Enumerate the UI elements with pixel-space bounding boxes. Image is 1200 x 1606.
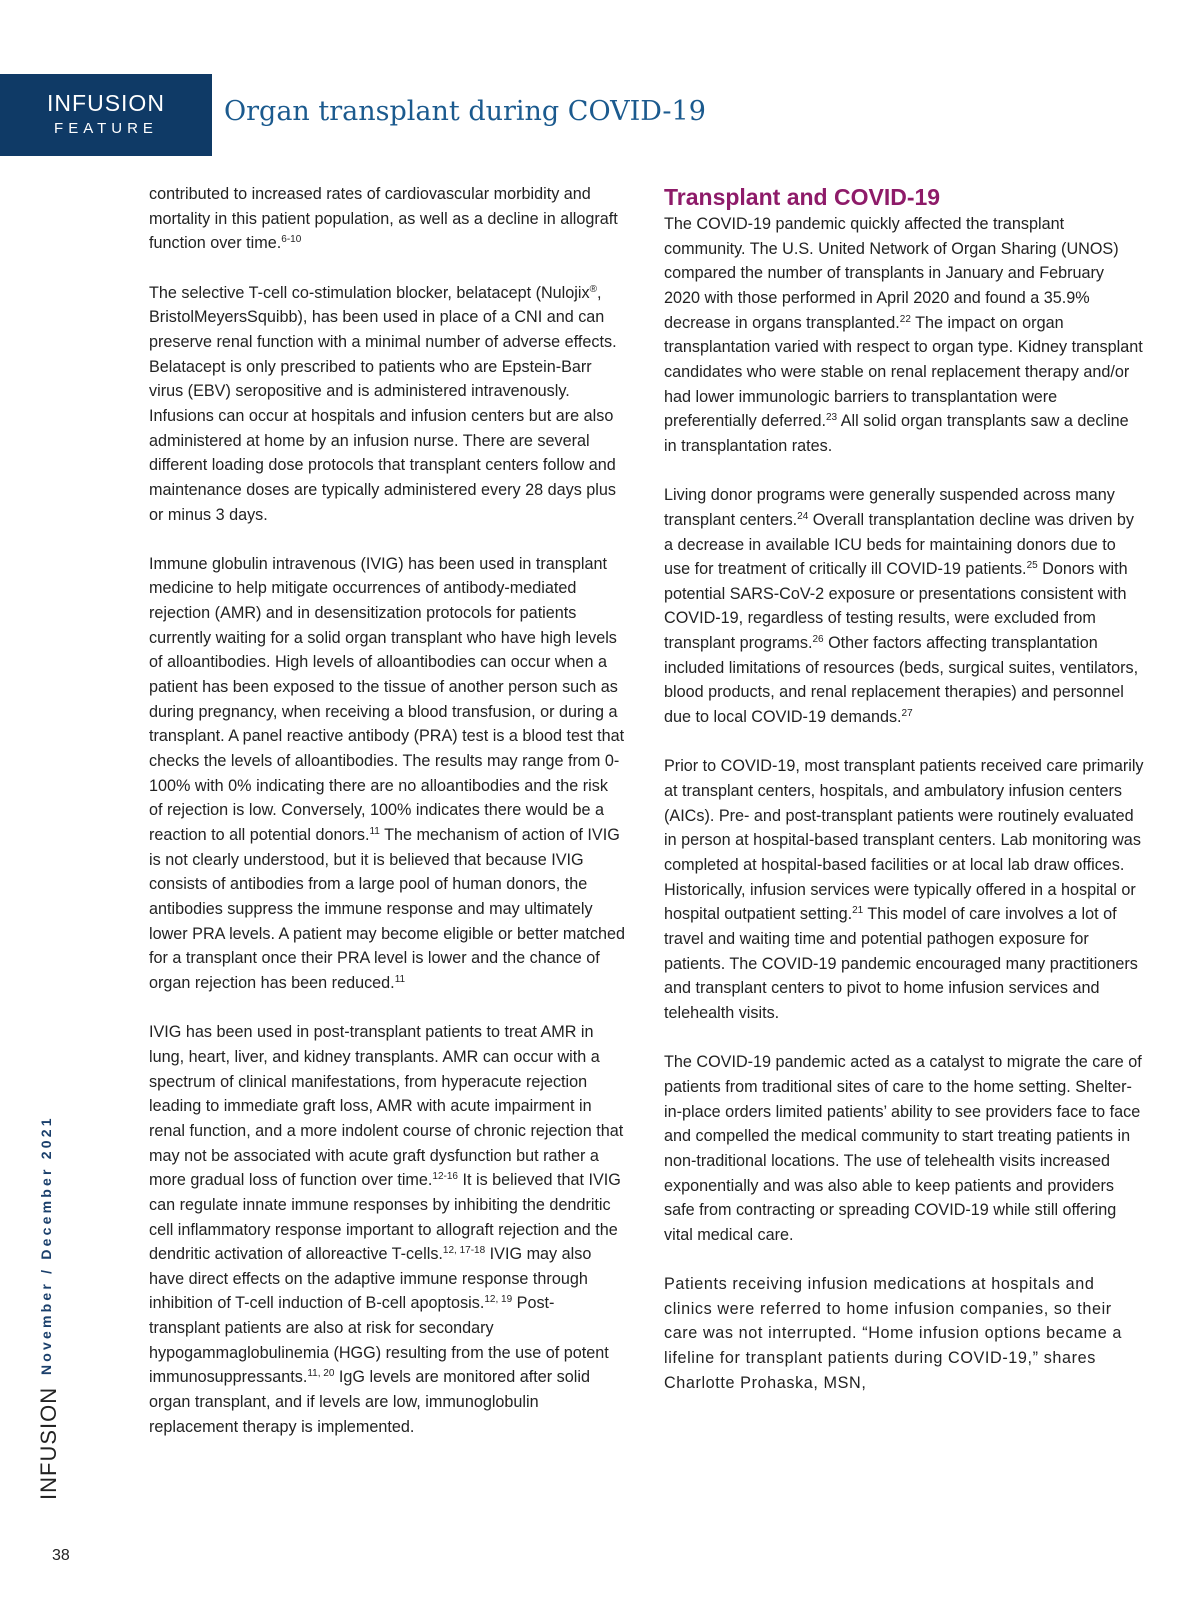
citation: 26 [812,634,824,646]
citation: 12, 17-18 [442,1245,486,1257]
issue-date: November / December 2021 [38,1115,54,1375]
brand-logo-box [0,74,212,156]
left-column [149,182,625,1464]
paragraph: The COVID-19 pandemic quickly affected the transplant community. The U.S. United Network of Organ Sharing (UNOS) compared the number of transplants in January and February 2020 with those performed in April 2020 and found a 35.9% decrease in organs transplanted.$^{22}$ The impact on organ transplantation varied with respect to organ type. Kidney transplant candidates who were stable on renal replacement therapy and/or had lower immunologic barriers to transplantation were preferentially deferred.$^{23}$ All solid organ transplants saw a decline in transplantation rates. [664,215,1143,455]
citation: 11 [394,973,406,985]
paragraph: contributed to increased rates of cardiovascular morbidity and mortality in this patient population, as well as a decline in allograft function over time.$^{6-10}$ [149,185,618,253]
paragraph: Living donor programs were generally suspended across many transplant centers.$^{24}$ Overall transplantation decline was driven by a decrease in available ICU beds for maintaining donors due to use for treatment of critically ill COVID-19 patients.$^{25}$ Donors with potential SARS-CoV-2 exposure or presentations consistent with COVID-19, regardless of testing results, were excluded from transplant programs.$^{26}$ Other factors affecting transplantation included limitations of resources (beds, surgical suites, ventilators, blood products, and renal replacement therapies) and personnel due to local COVID-19 demands.$^{27}$ [664,486,1139,727]
page-number: 38 [52,1547,70,1564]
page-title: Organ transplant during COVID-19 [224,96,706,127]
paragraph: The COVID-19 pandemic acted as a catalyst to migrate the care of patients from traditional sites of care to the home setting. Shelter-in-place orders limited patients’ ability to see providers face to face and compelled the medical community to start treating patients in non-traditional locations. The use of telehealth visits increased exponentially and was also able to keep patients and providers safe from contracting or spreading COVID-19 while still offering vital medical care. [664,1053,1142,1244]
citation: 23 [825,412,838,424]
paragraph: Patients receiving infusion medications at hospitals and clinics were referred to home infusion companies, so their care was not interrupted. “Home infusion options became a lifeline for transplant patients during COVID-19,” shares Charlotte Prohaska, MSN, [664,1275,1122,1392]
brand-name: INFUSION [47,90,165,116]
citation: 11, 20 [307,1368,335,1380]
citation: 25 [1026,560,1038,572]
paragraph: Prior to COVID-19, most transplant patients received care primarily at transplant centers, hospitals, and ambulatory infusion centers (AICs). Pre- and post-transplant patients were routinely evaluated in person at hospital-based transplant centers. Lab monitoring was completed at hospital-based facilities or at local lab draw offices. Historically, infusion services were typically offered in a hospital or hospital outpatient setting.$^{21}$ This model of care involves a lot of travel and waiting time and potential pathogen exposure for patients. The COVID-19 pandemic encouraged many practitioners and transplant centers to pivot to home infusion services and telehealth visits. [664,757,1144,1022]
citation: 11 [369,826,380,838]
sidebar-logo: INFUSION [36,1386,61,1500]
paragraph: IVIG has been used in post-transplant patients to treat AMR in lung, heart, liver, and kidney transplants. AMR can occur with a spectrum of clinical manifestations, from hyperacute rejection leading to immediate graft loss, AMR with acute impairment in renal function, and a more indolent course of chronic rejection that may not be associated with acute graft dysfunction but rather a more gradual loss of function over time.$^{12-16}$ It is believed that IVIG can regulate innate immune responses by inhibiting the dendritic cell inflammatory response important to allograft rejection and the dendritic activation of alloreactive T-cells.$^{12, 17-18}$ IVIG may also have direct effects on the adaptive immune response through inhibition of T-cell induction of B-cell apoptosis.$^{12, 19}$ Post-transplant patients are also at risk for secondary hypogammaglobulinemia (HGG) resulting from the use of potent immunosuppressants.$^{11, 20}$ IgG levels are monitored after solid organ transplant, and if levels are low, immunoglobulin replacement therapy is implemented. [149,1023,624,1436]
brand-feature-label: FEATURE [54,120,158,137]
citation: 6-10 [281,234,302,246]
section-heading: Transplant and COVID-19 [664,184,941,210]
citation: 24 [797,510,809,522]
paragraph: Immune globulin intravenous (IVIG) has been used in transplant medicine to help mitigate occurrences of antibody-mediated rejection (AMR) and in desensitization protocols for patients currently waiting for a solid organ transplant who have high levels of alloantibodies. High levels of alloantibodies can occur when a patient has been exposed to the tissue of another person such as during pregnancy, when receiving a blood transfusion, or during a transplant. A panel reactive antibody (PRA) test is a blood test that checks the levels of alloantibodies. The results may range from 0-100% with 0% indicating there are no alloantibodies and the risk of rejection is low. Conversely, 100% indicates there would be a reaction to all potential donors.$^{11}$ The mechanism of action of IVIG is not clearly understood, but it is believed that because IVIG consists of antibodies from a large pool of human donors, the antibodies suppress the immune response and may ultimately lower PRA levels. A patient may become eligible or better matched for a transplant once their PRA level is lower and the chance of organ rejection has been reduced.$^{11}$ [149,554,625,992]
registered-mark: ® [589,283,597,295]
citation: 22 [899,313,911,325]
paragraph: The selective T-cell co-stimulation blocker, belatacept (Nulojix®, BristolMeyersSquibb), has been used in place of a CNI and can preserve renal function with a minimal number of adverse effects. Belatacept is only prescribed to patients who are Epstein-Barr virus (EBV) seropositive and is administered intravenously. Infusions can occur at hospitals and infusion centers but are also administered at home by an infusion nurse. There are several different loading dose protocols that transplant centers follow and maintenance doses are typically administered every 28 days plus or minus 3 days. [149,283,617,524]
citation: 12, 19 [484,1294,513,1306]
citation: 12-16 [432,1171,458,1183]
citation: 21 [852,905,864,917]
citation: 27 [901,708,913,720]
right-column [664,182,1144,1420]
